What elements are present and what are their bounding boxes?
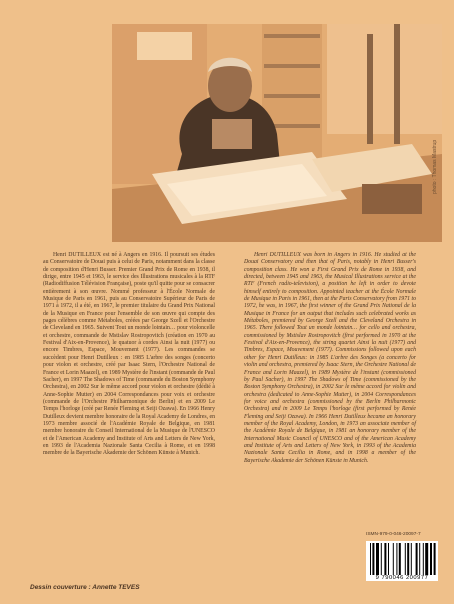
barcode-bar	[388, 543, 389, 575]
barcode-bar	[416, 543, 418, 575]
barcode-bar	[370, 543, 371, 575]
biography-english	[244, 252, 416, 465]
composer-photo	[112, 24, 442, 242]
barcode-bars	[366, 541, 438, 577]
cover-design-credit: Dessin couverture : Annette TEVES	[30, 584, 140, 591]
barcode-bar	[434, 543, 436, 575]
biography-french	[43, 252, 215, 458]
ismn-code: ISMN-979-0-046-20097-7	[366, 532, 421, 537]
biography-english-paragraph: Henri DUTILLEUX was born in Angers in 1916. He studied at the Douai Conservatory and then that of Paris, notably in Henri Busser's composition class. He won a First Grand Prix de Rome in 1938, and directed, between 1945 and 1963, the Musical Illustrations service at the RTF (French radio-television), a position he left in order to devote himself entirely to composition. Appointed teacher at the École Normale de Musique in Paris in 1961, then at the Paris Conservatory from 1971 to 1972, he was, in 1967, the first winner of the Grand Prix National de la Musique in France for an output that includes such celebrated works as Métaboles, premiered by George Szell and the Cleveland Orchestra in 1965. There followed Tout un monde lointain… for cello and orchestra, commissioned by Mstislav Rostropovitch (first performed in 1970 at the Festival d'Aix-en-Provence), the string quartet Ainsi la nuit (1977) and Timbres, Espace, Mouvement (1977). Commissions followed upon each other for Henri Dutilleux: in 1985 L'arbre des Songes (a concerto for violin and orchestra, premiered by Isaac Stern, the Orchestre National de France and Lorin Maazel), in 1989 Mystère de l'instant (commissioned by Paul Sacher), in 1997 The Shadows of Time (commissioned by the Boston Symphony Orchestra), in 2002 Sur le même accord for violin and orchestra (dedicated to Anne-Sophie Mutter), in 2004 Correspondances for voice and orchestra (commissioned by the Berlin Philharmonic Orchestra) and in 2009 Le Temps l'horloge (first performed by Renée Fleming and Seiji Ozawa). In 1966 Henri Dutilleux became an honorary member of the Royal Academy, London, in 1973 an associate member of the Académie Royale de Belgique, in 1981 an honorary member of the International Music Council of UNESCO and of the American Academy and Institute of Arts and Letters of New York, in 1993 of the Academia Nazionale Santa Cecilia in Rome, and in 1998 a member of the Bayerische Akademie der Schönen Künste in Munich.	[244, 252, 416, 464]
biography-french-paragraph: Henri DUTILLEUX est né à Angers en 1916. Il poursuit ses études au Conservatoire de Douai puis à celui de Paris, notamment dans la classe de composition d'Henri Busser. Premier Grand Prix de Rome en 1938, il dirige, entre 1945 et 1963, le service des Illustrations musicales à la RTF (Radiodiffusion Télévision Française), poste qu'il quitte pour se consacrer entièrement à son œuvre. Nommé professeur à l'École Normale de Musique de Paris en 1961, puis au Conservatoire Supérieur de Paris de 1971 à 1972, il a été, en 1967, le premier titulaire du Grand Prix National de la Musique en France pour l'ensemble de son œuvre qui compte des pages célèbres comme Métaboles, créées par George Szell et l'Orchestre de Cleveland en 1965. Suivent Tout un monde lointain… pour violoncelle et orchestre, commande de Mstislav Rostropovitch (création en 1970 au Festival d'Aix-en-Provence), le quatuor à cordes Ainsi la nuit (1977) ou encore Timbres, Espace, Mouvement (1977). Les commandes se succèdent pour Henri Dutilleux : en 1985 L'arbre des songes (concerto pour violon et orchestre, créé par Isaac Stern, l'Orchestre National de France et Lorin Maazel), en 1989 Mystère de l'instant (commande de Paul Sacher), en 1997 The Shadows of Time (commande du Boston Symphony Orchestra), en 2002 Sur le même accord pour violon et orchestre (dédié à Anne-Sophie Mutter) en 2004 Correspondances pour voix et orchestre (commande de l'Orchestre Philharmonique de Berlin) et en 2009 Le Temps l'horloge (créé par Renée Fleming et Seiji Ozawa). En 1966 Henry Dutilleux devient membre honoraire de la Royal Academy de Londres, en 1973 membre associé de l'Académie Royale de Belgique, en 1981 membre honoraire du Conseil International de la Musique de l'UNESCO et de l'American Academy and Institute of Arts and Letters de New York, en 1993 de l'Academia Nazionale Santa Cecilia à Rome, et en 1998 membre de la Bayerische Akademie der Schönen Künste à Munich.	[43, 252, 216, 457]
barcode-bar	[399, 543, 401, 575]
barcode-bar	[381, 543, 382, 575]
barcode-bar	[405, 543, 406, 575]
barcode-bar	[425, 543, 428, 575]
barcode-bar	[407, 543, 409, 575]
photo-credit: photo : Thomas Mastrup	[432, 139, 438, 194]
barcode-digits: 9 790046 200977	[366, 575, 438, 581]
barcode-bar	[419, 543, 420, 575]
barcode-bar	[384, 543, 386, 575]
barcode-bar	[372, 543, 374, 575]
barcode-bar	[393, 543, 394, 575]
barcode-bar	[411, 543, 412, 575]
barcode-bar	[430, 543, 432, 575]
barcode	[366, 541, 438, 577]
barcode-bar	[423, 543, 424, 575]
barcode-bar	[376, 543, 379, 575]
composer-photo-illustration	[112, 24, 442, 242]
barcode-bar	[396, 543, 397, 575]
